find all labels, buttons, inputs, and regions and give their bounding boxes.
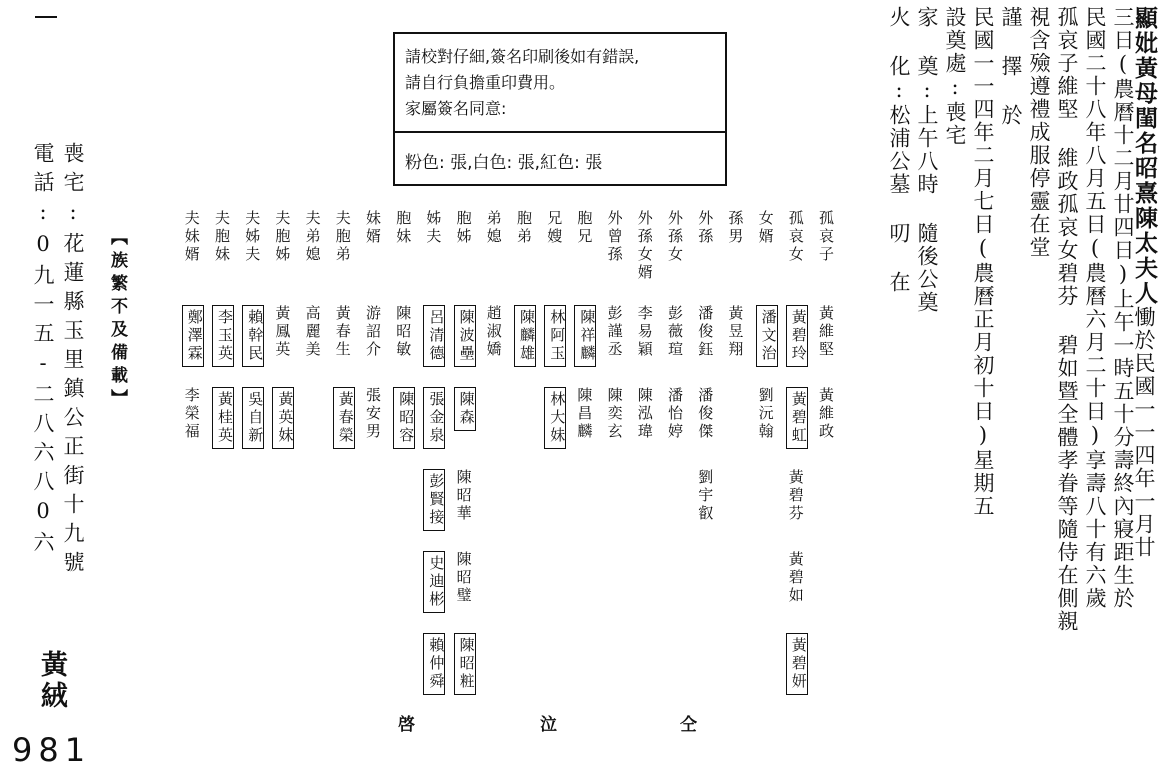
- family-member-name: 林大妹: [544, 387, 566, 449]
- notice-divider: [395, 131, 725, 133]
- family-member-name: 黃春生: [333, 305, 352, 359]
- family-member-name: 陳昭敏: [394, 305, 413, 359]
- family-relation: 外孫: [696, 210, 715, 246]
- family-member-name: 陳昭粧: [454, 633, 476, 695]
- family-member-name: 陳奕玄: [605, 387, 624, 441]
- family-member-name: 黃碧妍: [786, 633, 808, 695]
- family-member-name: 高麗美: [303, 305, 322, 359]
- main-col-4: 視含殮遵禮成服停靈在堂: [1027, 6, 1051, 259]
- family-member-name: 黃桂英: [212, 387, 234, 449]
- family-member-name: 黃碧虹: [786, 387, 808, 449]
- family-member-name: 陳麟雄: [514, 305, 536, 367]
- title-part3: 陳太夫人: [1131, 206, 1158, 306]
- family-member-name: 黃春榮: [333, 387, 355, 449]
- main-col-6: 民國一一四年二月七日(農曆正月初十日)星期五: [971, 6, 995, 518]
- footer-char-tong: 仝: [680, 715, 697, 735]
- family-relation: 姊夫: [424, 210, 443, 246]
- family-member-name: 彭賢接: [423, 469, 445, 531]
- family-member-name: 潘俊鈺: [696, 305, 715, 359]
- main-col-9: 火 化:松浦公墓 叨 在: [887, 6, 911, 294]
- title-end: 慟於民國一一四年一月廿: [1132, 306, 1156, 559]
- family-relation: 胞姊: [454, 210, 473, 246]
- family-member-name: 陳昭華: [454, 469, 473, 523]
- family-member-name: 賴幹民: [242, 305, 264, 367]
- family-member-name: 黃碧如: [786, 551, 805, 605]
- family-relation: 孤哀子: [817, 210, 835, 264]
- family-member-name: 李榮福: [182, 387, 201, 441]
- footer-char-weep: 泣: [540, 715, 557, 735]
- family-relation: 孤哀女: [786, 210, 805, 264]
- family-member-name: 黃碧芬: [786, 469, 805, 523]
- family-relation: 胞兄: [575, 210, 594, 246]
- family-member-name: 呂清德: [423, 305, 445, 367]
- family-relation: 夫胞弟: [333, 210, 352, 264]
- signature-name: 黃絨: [36, 650, 67, 712]
- family-member-name: 潘怡婷: [666, 387, 684, 441]
- family-relation: 胞妹: [394, 210, 413, 246]
- family-member-name: 陳波壘: [454, 305, 476, 367]
- title-column: [1133, 6, 1156, 559]
- family-relation: 夫弟媳: [303, 210, 322, 264]
- family-member-name: 黃維堅: [817, 305, 835, 359]
- note-text: 【族繁不及備載】: [107, 228, 127, 412]
- family-member-name: 彭謹丞: [605, 305, 624, 359]
- family-relation: 外孫女: [666, 210, 684, 264]
- family-member-name: 陳泓瑋: [635, 387, 654, 441]
- family-member-name: 趙淑嬌: [484, 305, 503, 359]
- family-member-name: 陳祥麟: [574, 305, 596, 367]
- family-member-name: 李玉英: [212, 305, 234, 367]
- family-member-name: 黃維政: [817, 387, 835, 441]
- main-col-2: 民國二十八年八月五日(農曆六月二十日)享壽八十有六歲: [1083, 6, 1107, 610]
- title-part1: 顯妣黃母閨名: [1131, 6, 1158, 156]
- family-member-name: 游詔介: [364, 305, 382, 359]
- family-member-name: 潘俊傑: [696, 387, 715, 441]
- family-member-name: 史迪彬: [423, 551, 445, 613]
- family-relation: 夫胞妹: [213, 210, 231, 264]
- family-member-name: 張金泉: [423, 387, 445, 449]
- proofread-notice-box: [393, 32, 727, 186]
- family-relation: 夫妹婿: [182, 210, 201, 264]
- family-relation: 胞弟: [515, 210, 533, 246]
- family-member-name: 陳昌麟: [575, 387, 594, 441]
- family-member-name: 吳自新: [242, 387, 264, 449]
- family-relation: 孫男: [726, 210, 745, 246]
- family-member-name: 劉沅翰: [756, 387, 775, 441]
- family-member-name: 黃英妹: [272, 387, 294, 449]
- family-member-name: 黃昱翔: [726, 305, 745, 359]
- main-col-1: 三日(農曆十二月廿四日)上午一時五十分壽終內寢距生於: [1111, 6, 1135, 610]
- paper-count-line: 粉色: 張,白色: 張,紅色: 張: [405, 153, 603, 173]
- title-name: 昭熹: [1131, 156, 1158, 206]
- family-relation: 夫姊夫: [243, 210, 262, 264]
- family-member-name: 鄭澤霖: [182, 305, 204, 367]
- notice-line-3: 家屬簽名同意:: [405, 99, 507, 118]
- main-col-3: 孤哀子維堅 維政孤哀女碧芬 碧如暨全體孝眷等隨侍在側親: [1055, 6, 1079, 633]
- notice-line-1: 請校對仔細,簽名印刷後如有錯誤,: [405, 47, 640, 66]
- family-member-name: 黃碧玲: [786, 305, 808, 367]
- family-member-name: 潘文治: [756, 305, 778, 367]
- footer-char-qi: 啓: [398, 715, 415, 735]
- main-col-7: 設奠處:喪宅: [943, 6, 967, 147]
- family-member-name: 劉宇叡: [696, 469, 715, 523]
- family-relation: 妹婿: [364, 210, 382, 246]
- family-member-name: 李易穎: [635, 305, 654, 359]
- address-text: 喪宅:花蓮縣玉里鎮公正街十九號: [61, 142, 85, 580]
- family-member-name: 陳昭容: [393, 387, 415, 449]
- family-relation: 女婿: [756, 210, 775, 246]
- family-relation: 弟媳: [484, 210, 503, 246]
- family-member-name: 張安男: [364, 387, 382, 441]
- notice-line-2: 請自行負擔重印費用。: [405, 73, 566, 92]
- family-relation: 外孫女婿: [635, 210, 654, 282]
- page-code: 981: [12, 731, 92, 769]
- family-member-name: 林阿玉: [544, 305, 566, 367]
- main-col-8: 家 奠:上午八時 隨後公奠: [915, 6, 939, 314]
- family-relation: 外曾孫: [605, 210, 624, 264]
- main-col-5: 謹 擇 於: [999, 6, 1023, 127]
- family-relation: 夫胞姊: [273, 210, 292, 264]
- phone-text: 電話:0九一五-二八六八0六: [31, 142, 55, 560]
- family-member-name: 黃鳳英: [273, 305, 292, 359]
- family-member-name: 賴仲舜: [423, 633, 445, 695]
- family-member-name: 陳森: [454, 387, 476, 431]
- family-member-name: 彭薇瑄: [666, 305, 684, 359]
- family-relation: 兄嫂: [545, 210, 564, 246]
- corner-dash: [35, 16, 57, 18]
- family-member-name: 陳昭璧: [454, 551, 473, 605]
